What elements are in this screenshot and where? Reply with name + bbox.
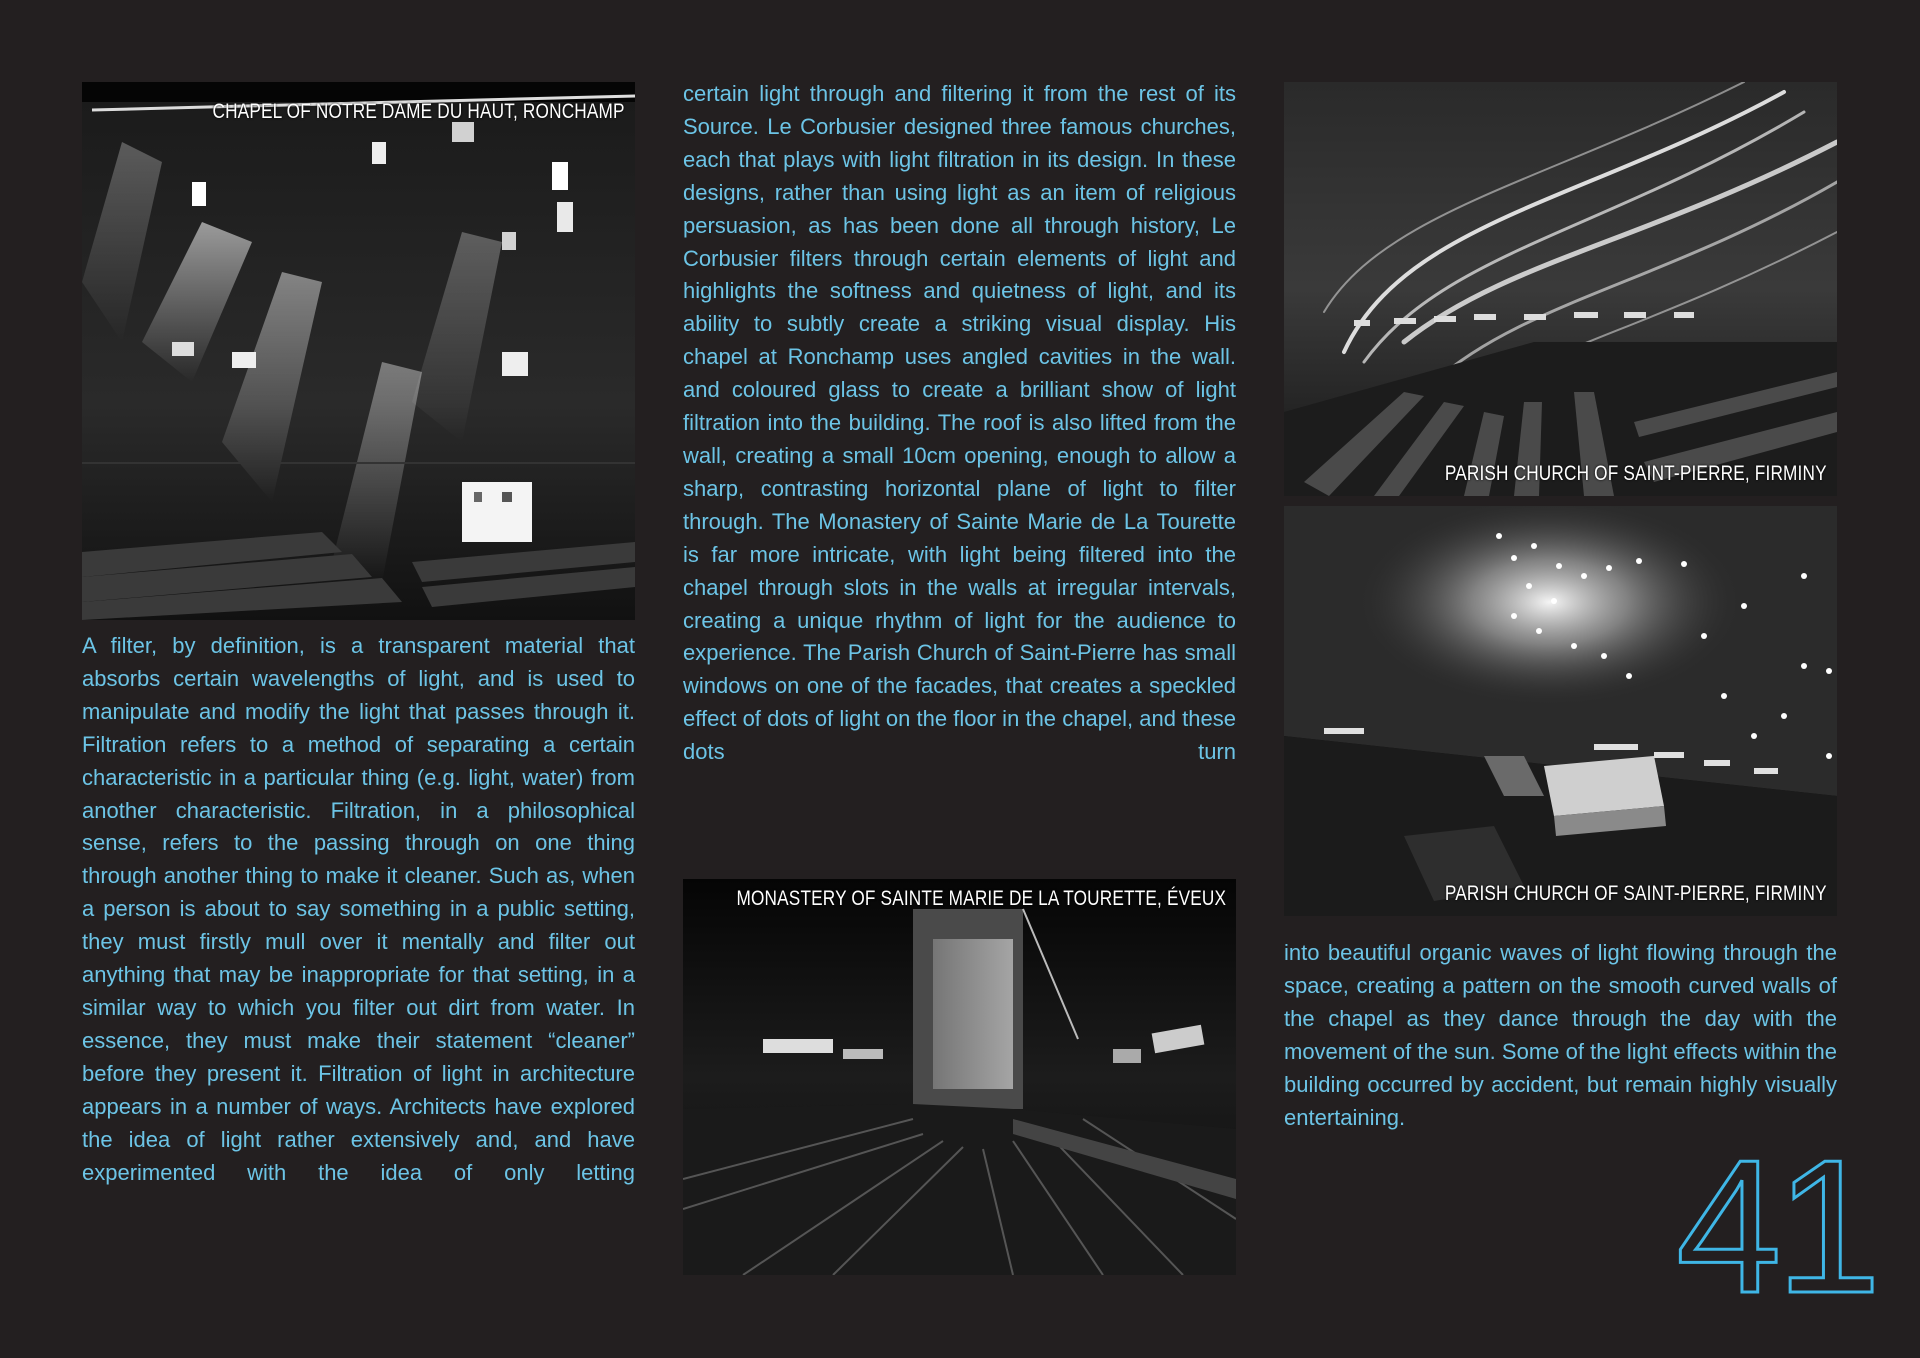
firminy-top-caption: PARISH CHURCH OF SAINT-PIERRE, FIRMINY — [1445, 462, 1827, 485]
firminy-top-image — [1284, 82, 1837, 496]
ronchamp-image — [82, 82, 635, 620]
firminy-top-photo — [1284, 82, 1837, 496]
column-1-text: A filter, by definition, is a transparent material that absorbs certain wavelengths of light, and is used to manipulate and modify the light that passes through it. Filtration refers to a method of separating a certain characteristic in a particular thing (e.g. light, water) from another characteristic. Filtration, in a philosophical sense, refers to the passing through on one thing through another thing to make it cleaner. Such as, when a person is about to say something in a public setting, they must firstly mull over it mentally and filter out anything that may be inappropriate for that setting, in a similar way to which you filter out dirt from water. In essence, they must make their statement “cleaner” before they present it. Filtration of light in architecture appears in a number of ways. Architects have explored the idea of light rather extensively and, and have experimented with the idea of only letting — [82, 633, 635, 1185]
page-number — [1676, 1121, 1876, 1333]
firminy-bottom-caption: PARISH CHURCH OF SAINT-PIERRE, FIRMINY — [1445, 882, 1827, 905]
column-2-text: certain light through and filtering it from the rest of its Source. Le Corbusier designed three famous churches, each that plays with light filtration in its design. In these designs, rather than using light as an item of religious persuasion, as has been done all through history, Le Corbusier filters through certain elements of light and highlights the softness and quietness of light, and its ability to subtly create a striking visual display. His chapel at Ronchamp uses angled cavities in the wall. and coloured glass to create a brilliant show of light filtration into the building. The roof is also lifted from the wall, creating a small 10cm opening, enough to allow a sharp, contrasting horizontal plane of light to filter through. The Monastery of Sainte Marie de La Tourette is far more intricate, with light being filtered into the chapel through slots in the walls at irregular intervals, creating a unique rhythm of light for the audience to experience. The Parish Church of Saint-Pierre has small windows on one of the facades, that creates a speckled effect of dots of light on the floor in the chapel, and these dots turn — [683, 81, 1236, 765]
tourette-image — [683, 879, 1236, 1275]
ronchamp-caption: CHAPEL OF NOTRE DAME DU HAUT, RONCHAMP — [212, 100, 625, 123]
firminy-bottom-photo — [1284, 506, 1837, 916]
ronchamp-photo — [82, 82, 635, 620]
tourette-photo — [683, 879, 1236, 1275]
column-3-text: into beautiful organic waves of light flowing through the space, creating a pattern on the smooth curved walls of the chapel as they dance through the day with the movement of the sun. Some of the light effects within the building occurred by accident, but remain highly visually entertaining. — [1284, 940, 1837, 1130]
tourette-caption: MONASTERY OF SAINTE MARIE DE LA TOURETTE, ÉVEUX — [736, 887, 1226, 910]
firminy-bottom-image — [1284, 506, 1837, 916]
page-number-text: 41 — [1676, 1121, 1876, 1333]
